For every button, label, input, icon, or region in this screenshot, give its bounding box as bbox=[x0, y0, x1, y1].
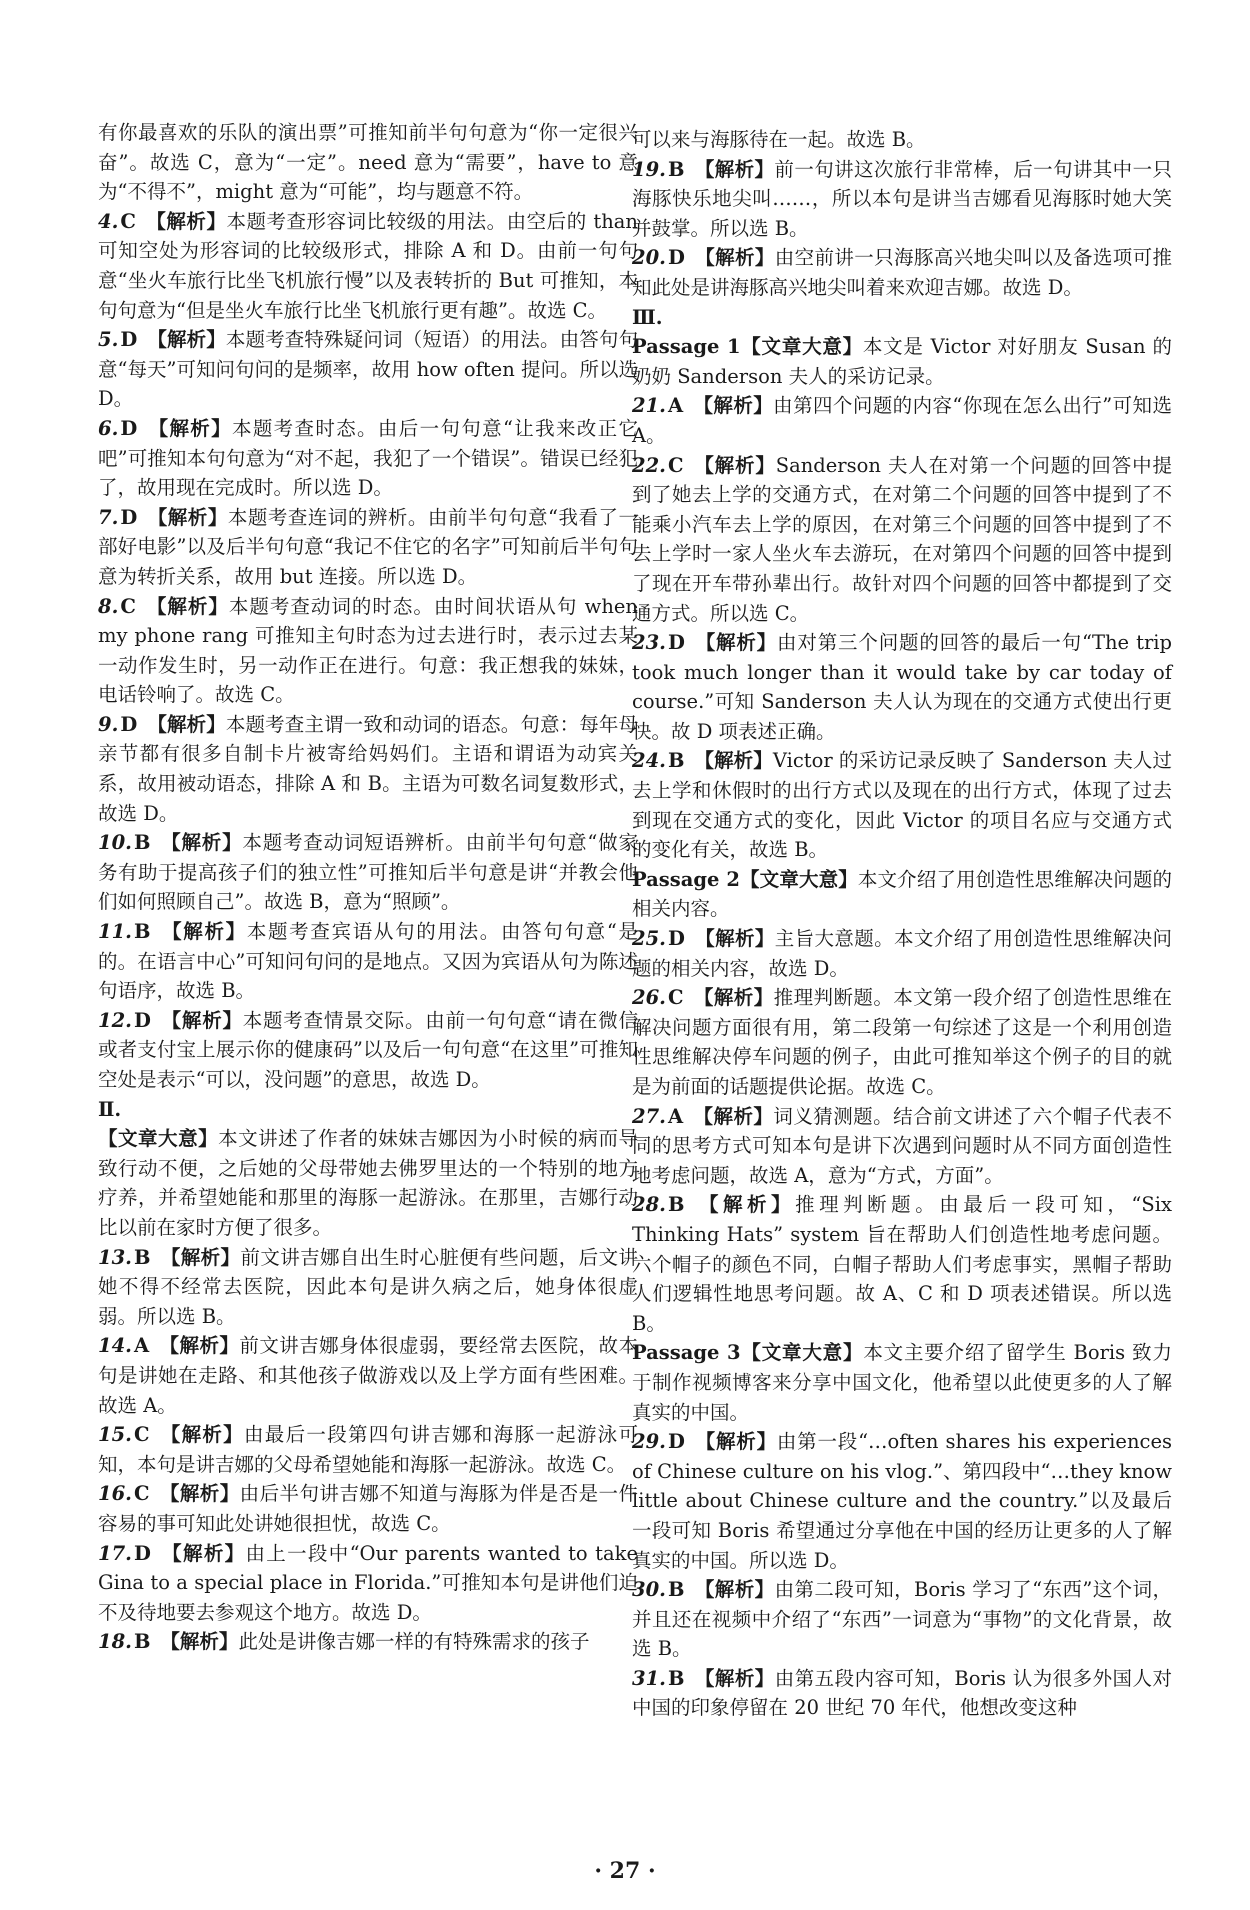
question-number: 4. bbox=[98, 209, 119, 233]
answer-letter: D bbox=[120, 712, 138, 736]
explanation-text: 本题考查动词的时态。由时间状语从句 when my phone rang 可推知主句时态为过去进行时，表示过去某一动作发生时，另一动作正在进行。句意：我正想我的妹妹，电话铃响了。故选 C。 bbox=[98, 594, 638, 707]
analysis-tag: 【解析】 bbox=[160, 1541, 246, 1565]
answer-item bbox=[98, 828, 638, 917]
explanation-text: 本题考查连词的辨析。由前半句句意“我看了一部好电影”以及后半句句意“我记不住它的名字”可知前后半句句意为转折关系，故用 but 连接。所以选 D。 bbox=[98, 505, 638, 588]
question-number: 27. bbox=[632, 1104, 666, 1128]
question-number: 5. bbox=[98, 328, 119, 352]
analysis-tag: 【解析】 bbox=[694, 1193, 796, 1217]
analysis-tag: 【解析】 bbox=[693, 394, 774, 418]
question-number: 28. bbox=[632, 1193, 666, 1217]
explanation-text: 本题考查情景交际。由前一句句意“请在微信或者支付宝上展示你的健康码”以及后一句句意“在这里”可推知空处是表示“可以，没问题”的意思，故选 D。 bbox=[98, 1008, 638, 1091]
question-number: 18. bbox=[98, 1630, 132, 1654]
continued-paragraph bbox=[632, 125, 1172, 155]
answer-letter: B bbox=[133, 1245, 151, 1269]
question-number: 30. bbox=[632, 1578, 666, 1602]
question-number: 12. bbox=[98, 1008, 132, 1032]
answer-item bbox=[98, 1006, 638, 1095]
answer-item bbox=[632, 924, 1172, 983]
analysis-tag: 【解析】 bbox=[694, 1666, 775, 1690]
answer-item bbox=[98, 1124, 638, 1242]
answer-letter: B bbox=[667, 1666, 685, 1690]
question-number: 6. bbox=[98, 416, 119, 440]
question-number: 26. bbox=[632, 986, 666, 1010]
analysis-tag: 【解析】 bbox=[159, 1482, 240, 1506]
analysis-tag: 【解析】 bbox=[160, 1008, 243, 1032]
answer-letter: A bbox=[667, 1104, 684, 1128]
explanation-text: 由上一段中“Our parents wanted to take Gina to a special place in Florida.”可推知本句是讲他们迫不及待地要去参观这个地方。故选 D。 bbox=[98, 1541, 638, 1624]
analysis-tag: 【解析】 bbox=[160, 920, 247, 944]
question-number: 11. bbox=[98, 920, 132, 944]
analysis-tag: 【文章大意】 bbox=[98, 1127, 219, 1151]
explanation-text: 前文讲吉娜自出生时心脏便有些问题，后文讲她不得不经常去医院，因此本句是讲久病之后，她身体很虚弱。所以选 B。 bbox=[98, 1245, 638, 1328]
explanation-text: 由第一段“…often shares his experiences of Chinese culture on his vlog.”、第四段中“…they know little about Chinese culture and the country.”以及最后一段可知 Boris 希望通过分享他在中国的经历让更多的人了解真实的中国。所以选 D。 bbox=[632, 1430, 1172, 1572]
section-label: Ⅱ. bbox=[98, 1097, 122, 1121]
answer-item bbox=[632, 1190, 1172, 1338]
passage-label: Passage 3 bbox=[632, 1341, 741, 1365]
continued-paragraph bbox=[98, 118, 638, 207]
explanation-text: 前文讲吉娜身体很虚弱，要经常去医院，故本句是讲她在走路、和其他孩子做游戏以及上学方面有些困难。故选 A。 bbox=[98, 1334, 638, 1417]
answer-letter: B bbox=[133, 1630, 151, 1654]
analysis-tag: 【解析】 bbox=[693, 453, 776, 477]
question-number: 13. bbox=[98, 1245, 132, 1269]
analysis-tag: 【解析】 bbox=[694, 749, 773, 773]
answer-item bbox=[632, 451, 1172, 629]
analysis-tag: 【解析】 bbox=[147, 416, 232, 440]
analysis-tag: 【解析】 bbox=[693, 986, 774, 1010]
answer-item bbox=[632, 155, 1172, 244]
answer-letter: C bbox=[667, 453, 684, 477]
analysis-tag: 【解析】 bbox=[160, 831, 243, 855]
analysis-tag: 【解析】 bbox=[159, 1334, 240, 1358]
answer-item bbox=[98, 710, 638, 828]
question-number: 29. bbox=[632, 1430, 666, 1454]
answer-letter: A bbox=[133, 1334, 150, 1358]
answer-item bbox=[632, 1664, 1172, 1723]
answer-item bbox=[632, 628, 1172, 746]
explanation-text: 前一句讲这次旅行非常棒，后一句讲其中一只海豚快乐地尖叫……，所以本句是讲当吉娜看见海豚时她大笑并鼓掌。所以选 B。 bbox=[632, 157, 1172, 240]
answer-letter: B bbox=[667, 749, 685, 773]
explanation-text: 有你最喜欢的乐队的演出票”可推知前半句句意为“你一定很兴奋”。故选 C，意为“一定”。need 意为“需要”，have to 意为“不得不”，might 意为“可能”，均与题意不符。 bbox=[98, 121, 638, 204]
analysis-tag: 【解析】 bbox=[694, 246, 775, 270]
passage-label: Passage 1 bbox=[632, 335, 741, 359]
explanation-text: 此处是讲像吉娜一样的有特殊需求的孩子 bbox=[238, 1630, 590, 1654]
explanation-text: 本题考查形容词比较级的用法。由空后的 than 可知空处为形容词的比较级形式，排除 A 和 D。由前一句句意“坐火车旅行比坐飞机旅行慢”以及表转折的 But 可推知，本句句意为“但是坐火车旅行比坐飞机旅行更有趣”。故选 C。 bbox=[98, 209, 638, 322]
page-number: · 27 · bbox=[594, 1858, 656, 1884]
explanation-text: 主旨大意题。本文介绍了用创造性思维解决问题的相关内容，故选 D。 bbox=[632, 927, 1172, 980]
answer-item bbox=[632, 391, 1172, 450]
answer-item bbox=[98, 414, 638, 503]
section-heading bbox=[98, 1095, 638, 1125]
answer-letter: D bbox=[120, 328, 138, 352]
answer-letter: B bbox=[133, 920, 151, 944]
analysis-tag: 【解析】 bbox=[159, 1423, 244, 1447]
question-number: 21. bbox=[632, 394, 666, 418]
explanation-text: 由空前讲一只海豚高兴地尖叫以及备选项可推知此处是讲海豚高兴地尖叫着来欢迎吉娜。故选 D。 bbox=[632, 246, 1172, 299]
summary-text: 本文主要介绍了留学生 Boris 致力于制作视频博客来分享中国文化，他希望以此使更多的人了解真实的中国。 bbox=[632, 1341, 1172, 1424]
answer-letter: B bbox=[133, 831, 151, 855]
explanation-text: Victor 的采访记录反映了 Sanderson 夫人过去上学和休假时的出行方式以及现在的出行方式，体现了过去到现在交通方式的变化，因此 Victor 的项目名应与交通方式的变化有关，故选 B。 bbox=[632, 749, 1172, 862]
answer-item bbox=[98, 1243, 638, 1332]
explanation-text: 由最后一段第四句讲吉娜和海豚一起游泳可知，本句是讲吉娜的父母希望她能和海豚一起游泳。故选 C。 bbox=[98, 1423, 638, 1476]
answer-letter: D bbox=[120, 416, 138, 440]
answer-item bbox=[632, 983, 1172, 1101]
explanation-text: 推理判断题。本文第一段介绍了创造性思维在解决问题方面很有用，第二段第一句综述了这是一个利用创造性思维解决停车问题的例子，由此可推知举这个例子的目的就是为前面的话题提供论据。故选 C。 bbox=[632, 986, 1172, 1098]
answer-item bbox=[632, 1575, 1172, 1664]
analysis-tag: 【解析】 bbox=[693, 1104, 774, 1128]
answer-letter: C bbox=[667, 986, 684, 1010]
answer-letter: D bbox=[133, 1541, 151, 1565]
explanation-text: 由第四个问题的内容“你现在怎么出行”可知选 A。 bbox=[632, 394, 1172, 447]
right-column bbox=[632, 125, 1172, 1723]
question-number: 14. bbox=[98, 1334, 132, 1358]
analysis-tag: 【解析】 bbox=[147, 712, 226, 736]
explanation-text: 词义猜测题。结合前文讲述了六个帽子代表不同的思考方式可知本句是讲下次遇到问题时从不同方面创造性地考虑问题，故选 A，意为“方式，方面”。 bbox=[632, 1104, 1172, 1187]
answer-letter: D bbox=[667, 927, 685, 951]
answer-item bbox=[632, 1102, 1172, 1191]
answer-item bbox=[98, 1539, 638, 1628]
passage-summary bbox=[632, 865, 1172, 924]
answer-letter: D bbox=[667, 1430, 685, 1454]
answer-letter: B bbox=[667, 1578, 685, 1602]
explanation-text: 本文讲述了作者的妹妹吉娜因为小时候的病而导致行动不便，之后她的父母带她去佛罗里达的一个特别的地方疗养，并希望她能和那里的海豚一起游泳。在那里，吉娜行动比以前在家时方便了很多。 bbox=[98, 1127, 638, 1239]
analysis-tag: 【解析】 bbox=[694, 927, 775, 951]
explanation-text: 由第五段内容可知，Boris 认为很多外国人对中国的印象停留在 20 世纪 70 年代，他想改变这种 bbox=[632, 1666, 1172, 1720]
answer-letter: C bbox=[120, 594, 136, 618]
answer-item bbox=[98, 207, 638, 325]
analysis-tag: 【解析】 bbox=[694, 157, 775, 181]
explanation-text: 本题考查宾语从句的用法。由答句句意“是的。在语言中心”可知问句问的是地点。又因为宾语从句为陈述句语序，故选 B。 bbox=[98, 920, 638, 1003]
left-column bbox=[98, 118, 638, 1657]
analysis-tag: 【解析】 bbox=[694, 631, 778, 655]
analysis-tag: 【解析】 bbox=[160, 1630, 239, 1654]
answer-item bbox=[98, 325, 638, 414]
question-number: 7. bbox=[98, 505, 119, 529]
question-number: 22. bbox=[632, 453, 666, 477]
answer-letter: D bbox=[667, 246, 685, 270]
question-number: 24. bbox=[632, 749, 666, 773]
analysis-tag: 【解析】 bbox=[160, 1245, 241, 1269]
explanation-text: 可以来与海豚待在一起。故选 B。 bbox=[632, 128, 926, 151]
question-number: 23. bbox=[632, 631, 666, 655]
question-number: 15. bbox=[98, 1423, 132, 1447]
section-label: Ⅲ. bbox=[632, 305, 663, 329]
summary-tag: 【文章大意】 bbox=[740, 335, 863, 359]
answer-item bbox=[98, 917, 638, 1006]
explanation-text: 推理判断题。由最后一段可知，“Six Thinking Hats” system 旨在帮助人们创造性地考虑问题。六个帽子的颜色不同，白帽子帮助人们考虑事实，黑帽子帮助人们逻辑性地思考问题。故 A、C 和 D 项表述错误。所以选 B。 bbox=[632, 1193, 1172, 1335]
answer-item bbox=[98, 1627, 638, 1657]
analysis-tag: 【解析】 bbox=[694, 1578, 775, 1602]
summary-tag: 【文章大意】 bbox=[739, 867, 858, 891]
passage-summary bbox=[632, 332, 1172, 391]
passage-summary bbox=[632, 1338, 1172, 1427]
explanation-text: 本题考查特殊疑问词（短语）的用法。由答句句意“每天”可知问句问的是频率，故用 how often 提问。所以选 D。 bbox=[98, 328, 638, 411]
question-number: 10. bbox=[98, 831, 132, 855]
question-number: 25. bbox=[632, 927, 666, 951]
answer-letter: C bbox=[133, 1423, 150, 1447]
explanation-text: 由对第三个问题的回答的最后一句“The trip took much longer than it would take by car today of course.”可知 Sanderson 夫人认为现在的交通方式使出行更快。故 D 项表述正确。 bbox=[632, 631, 1172, 743]
answer-item bbox=[98, 1420, 638, 1479]
summary-text: 本文是 Victor 对好朋友 Susan 的奶奶 Sanderson 夫人的采访记录。 bbox=[632, 335, 1172, 388]
answer-letter: D bbox=[120, 505, 138, 529]
question-number: 8. bbox=[98, 594, 119, 618]
explanation-text: 由后半句讲吉娜不知道与海豚为伴是否是一件容易的事可知此处讲她很担忧，故选 C。 bbox=[98, 1482, 638, 1535]
summary-tag: 【文章大意】 bbox=[740, 1341, 864, 1365]
answer-item bbox=[98, 503, 638, 592]
answer-item bbox=[632, 746, 1172, 864]
explanation-text: 本题考查动词短语辨析。由前半句句意“做家务有助于提高孩子们的独立性”可推知后半句意是讲“并教会他们如何照顾自己”。故选 B，意为“照顾”。 bbox=[98, 831, 638, 914]
answer-item bbox=[98, 1479, 638, 1538]
section-heading bbox=[632, 303, 1172, 333]
answer-letter: D bbox=[667, 631, 685, 655]
analysis-tag: 【解析】 bbox=[145, 594, 229, 618]
answer-letter: B bbox=[667, 157, 685, 181]
analysis-tag: 【解析】 bbox=[145, 209, 227, 233]
answer-letter: C bbox=[120, 209, 136, 233]
question-number: 31. bbox=[632, 1666, 666, 1690]
answer-letter: A bbox=[667, 394, 684, 418]
answer-item bbox=[98, 592, 638, 710]
explanation-text: 本题考查时态。由后一句句意“让我来改正它吧”可推知本句句意为“对不起，我犯了一个错误”。错误已经犯了，故用现在完成时。所以选 D。 bbox=[98, 416, 638, 500]
answer-letter: D bbox=[133, 1008, 151, 1032]
analysis-tag: 【解析】 bbox=[147, 505, 228, 529]
answer-letter: C bbox=[133, 1482, 150, 1506]
explanation-text: 由第二段可知，Boris 学习了“东西”这个词，并且还在视频中介绍了“东西”一词意为“事物”的文化背景，故选 B。 bbox=[632, 1578, 1172, 1661]
analysis-tag: 【解析】 bbox=[694, 1430, 777, 1454]
question-number: 9. bbox=[98, 712, 119, 736]
explanation-text: Sanderson 夫人在对第一个问题的回答中提到了她去上学的交通方式，在对第二个问题的回答中提到了不能乘小汽车去上学的原因，在对第三个问题的回答中提到了不去上学时一家人坐火车去游玩，在对第四个问题的回答中提到了现在开车带孙辈出行。故针对四个问题的回答中都提到了交通方式。所以选 C。 bbox=[632, 453, 1172, 625]
analysis-tag: 【解析】 bbox=[147, 328, 226, 352]
answer-item bbox=[632, 1427, 1172, 1575]
explanation-text: 本题考查主谓一致和动词的语态。句意：每年母亲节都有很多自制卡片被寄给妈妈们。主语和谓语为动宾关系，故用被动语态，排除 A 和 B。主语为可数名词复数形式，故选 D。 bbox=[98, 712, 638, 825]
summary-text: 本文介绍了用创造性思维解决问题的相关内容。 bbox=[632, 867, 1172, 921]
answer-item bbox=[632, 243, 1172, 302]
question-number: 17. bbox=[98, 1541, 132, 1565]
answer-item bbox=[98, 1331, 638, 1420]
question-number: 20. bbox=[632, 246, 666, 270]
answer-letter: B bbox=[667, 1193, 685, 1217]
passage-label: Passage 2 bbox=[632, 867, 740, 891]
question-number: 19. bbox=[632, 157, 666, 181]
question-number: 16. bbox=[98, 1482, 132, 1506]
